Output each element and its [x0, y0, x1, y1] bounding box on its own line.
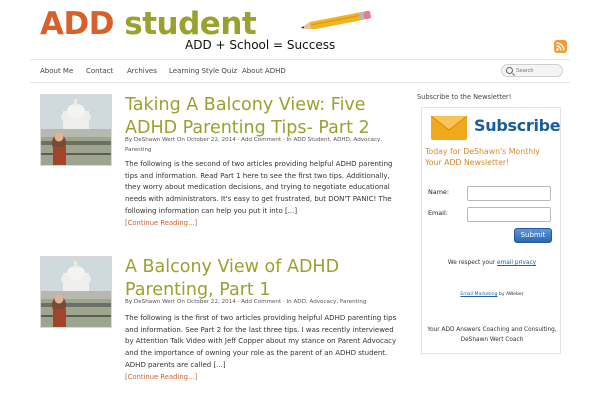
- subscribe-banner: [426, 110, 561, 140]
- name-input[interactable]: [467, 186, 551, 201]
- nav-item-contact[interactable]: Contact: [86, 67, 114, 75]
- nav-item-archives[interactable]: Archives: [127, 67, 157, 75]
- post-1: [40, 94, 400, 234]
- post-category-link[interactable]: Parenting: [125, 147, 152, 153]
- nav-item-about-me[interactable]: About Me: [40, 67, 74, 75]
- continue-reading-link[interactable]: [Continue Reading...]: [125, 373, 198, 381]
- post-2: [40, 256, 400, 386]
- pencil-icon: [298, 11, 374, 29]
- nav-item-about-adhd[interactable]: About ADHD: [242, 67, 286, 75]
- email-privacy-link[interactable]: email privacy: [496, 260, 537, 266]
- post-excerpt: The following is the first of two articles providing helpful ADHD parenting tips and information. See Part 2 for the last three tips. I was recently interviewed by Attention Talk Video with Jeff Copper about my stance on Parent Advocacy and the importance of owning your role as the parent of an ADHD student. ADHD parents are called [...]: [125, 314, 397, 369]
- main-nav: [30, 59, 570, 83]
- search-icon[interactable]: [506, 67, 513, 74]
- nav-item-learning-style-quiz[interactable]: Learning Style Quiz: [169, 67, 237, 75]
- aweber-credit: [422, 292, 562, 297]
- sidebar-heading: Subscribe to the Newsletter!: [417, 93, 512, 101]
- post-thumbnail[interactable]: [40, 256, 112, 328]
- aweber-suffix: by AWeber: [498, 292, 524, 297]
- name-label: Name:: [428, 188, 450, 196]
- search-input[interactable]: [516, 66, 561, 76]
- coaching-text: Your ADD Answers Coaching and Consulting, DeShawn Wert Coach: [427, 327, 557, 343]
- site-tagline: ADD + School = Success: [185, 38, 336, 52]
- post-title[interactable]: Taking A Balcony View: Five ADHD Parenting Tips- Part 2: [125, 95, 370, 138]
- logo-student: student: [124, 6, 257, 42]
- envelope-icon: [430, 113, 468, 141]
- privacy-prefix: We respect your: [447, 260, 496, 266]
- submit-button[interactable]: Submit: [514, 228, 552, 243]
- post-meta: [125, 297, 400, 307]
- post-excerpt: The following is the second of two articles providing helpful ADHD parenting tips and information. Read Part 1 here to see the first two tips. Additionally, they worry about medication decisions, and trying to negotiate educational needs with administrators. It's easy to get frustrated, but DON'T PANIC! The following information can help you put it into [...]: [125, 160, 393, 215]
- subscribe-title: Subscribe: [474, 116, 561, 135]
- logo-add: ADD: [40, 6, 114, 42]
- post-meta-line: By DeShawn Wert On October 22, 2014 · Add Comment · In ADD, Advocacy, Parenting: [125, 299, 367, 305]
- balcony-photo: [41, 95, 112, 166]
- search-box[interactable]: [501, 64, 563, 77]
- site-logo[interactable]: [40, 6, 336, 52]
- privacy-note: [422, 260, 562, 266]
- post-thumbnail[interactable]: [40, 94, 112, 166]
- post-title[interactable]: A Balcony View of ADHD Parenting, Part 1: [125, 257, 340, 300]
- email-input[interactable]: [467, 207, 551, 222]
- post-meta-line: By DeShawn Wert On October 22, 2014 · Add Comment · In ADD Student, ADHD, Advocacy,: [125, 137, 383, 143]
- newsletter-signup-box: [421, 107, 561, 354]
- post-meta: [125, 135, 400, 155]
- balcony-photo: [41, 257, 112, 328]
- newsletter-promo-text: Today for DeShawn's Monthly Your ADD Newsletter!: [425, 147, 540, 167]
- continue-reading-link[interactable]: [Continue Reading...]: [125, 219, 198, 227]
- email-marketing-link[interactable]: Email Marketing: [460, 292, 498, 297]
- email-label: Email:: [428, 209, 448, 217]
- logo-text[interactable]: [40, 6, 256, 42]
- rss-feed-icon[interactable]: [554, 40, 567, 53]
